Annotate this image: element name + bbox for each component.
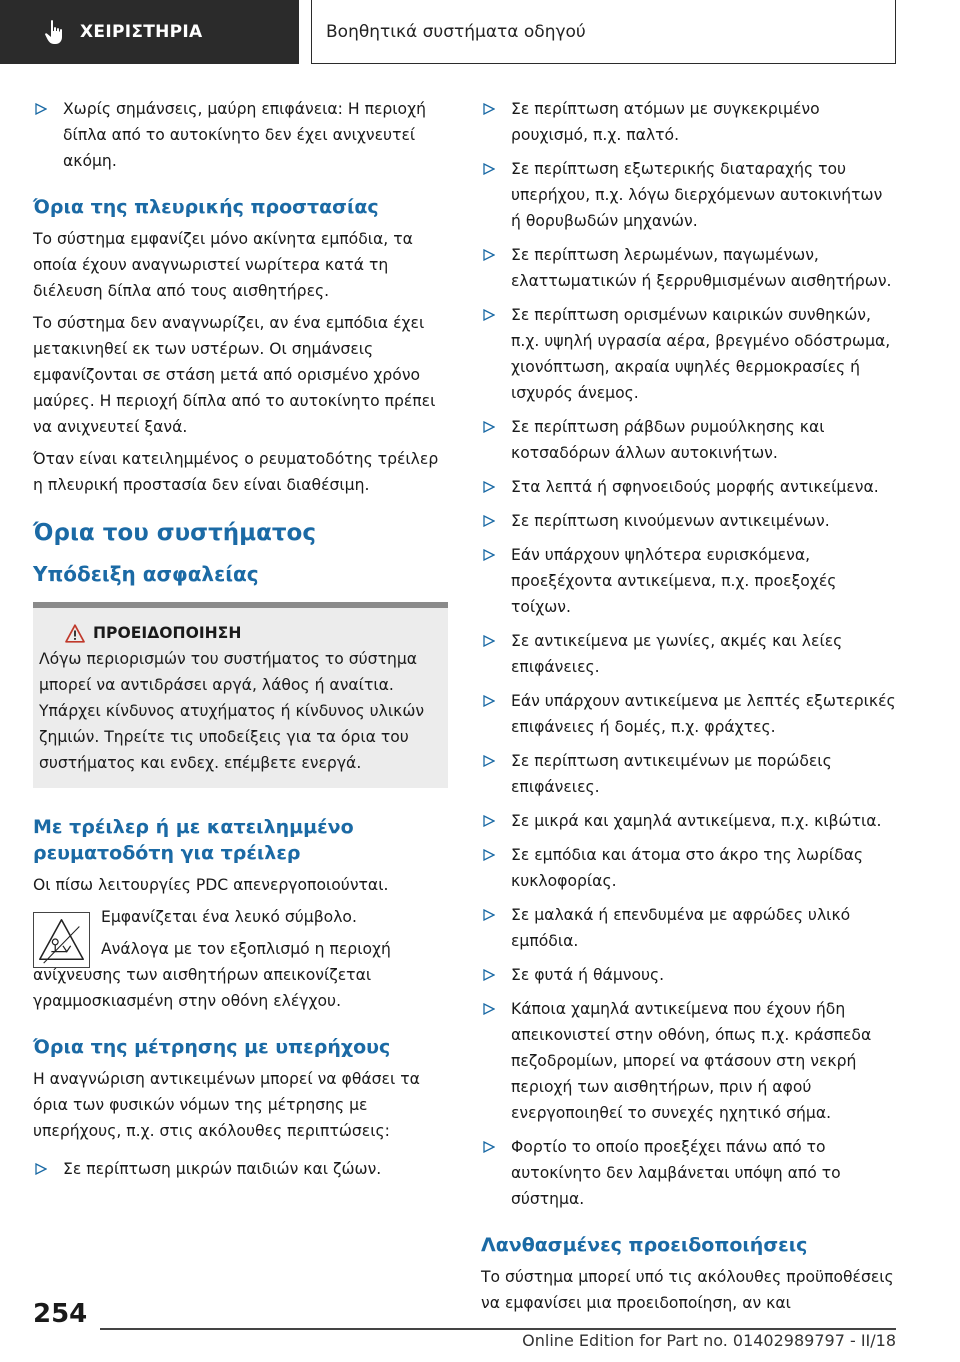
triangle-bullet-icon bbox=[483, 815, 495, 827]
footer-divider bbox=[100, 1328, 896, 1330]
warning-box bbox=[33, 602, 448, 788]
paragraph: Οι πίσω λειτουργίες PDC απενεργοποιούνται. bbox=[33, 876, 389, 894]
paragraph: Η αναγνώριση αντικειμένων μπορεί να φθάσει τα όρια των φυσικών νόμων της μέτρησης με υπερήχους, π.χ. στις ακόλουθες περιπτώσεις: bbox=[33, 1070, 420, 1140]
hand-pointer-icon bbox=[44, 19, 66, 45]
ultrasound-limits-heading: Όρια της μέτρησης με υπερήχους bbox=[33, 1036, 391, 1058]
list-item: Σε μαλακά ή επενδυμένα με αφρώδες υλικό εμπόδια. bbox=[481, 902, 896, 954]
triangle-bullet-icon bbox=[483, 1141, 495, 1153]
tab-controls-label: ΧΕΙΡΙΣΤΗΡΙΑ bbox=[80, 22, 203, 42]
triangle-bullet-icon bbox=[483, 1003, 495, 1015]
paragraph: Το σύστημα εμφανίζει μόνο ακίνητα εμπόδια, τα οποία έχουν αναγνωριστεί νωρίτερα κατά τη διέλευση δίπλα από τους αισθητήρες. bbox=[33, 230, 413, 300]
paragraph: Το σύστημα μπορεί υπό τις ακόλουθες προϋποθέσεις να εμφανίσει μια προειδοποίηση, αν και bbox=[481, 1268, 894, 1312]
list-item: Σε εμπόδια και άτομα στο άκρο της λωρίδας κυκλοφορίας. bbox=[481, 842, 896, 894]
list-item: Σε περίπτωση ράβδων ρυμούλκησης και κοτσαδόρων άλλων αυτοκινήτων. bbox=[481, 414, 896, 466]
paragraph: Εμφανίζεται ένα λευκό σύμβολο. bbox=[101, 908, 357, 926]
warning-triangle-icon bbox=[65, 624, 85, 643]
list-item: Φορτίο το οποίο προεξέχει πάνω από το αυτοκίνητο δεν λαμβάνεται υπόψη από το σύστημα. bbox=[481, 1134, 896, 1212]
triangle-bullet-icon bbox=[483, 909, 495, 921]
triangle-bullet-icon bbox=[35, 103, 47, 115]
warning-text: Λόγω περιορισμών του συστήματος το σύστημα μπορεί να αντιδράσει αργά, λάθος ή αναίτια. Υπάρχει κίνδυνος ατυχήματος ή κίνδυνος υλικών ζημιών. Τηρείτε τις υποδείξεις για τα όρια του συστήματος και ενδεχ. επέμβετε ενεργά. bbox=[39, 650, 425, 772]
triangle-bullet-icon bbox=[483, 515, 495, 527]
tab-controls[interactable] bbox=[0, 0, 299, 64]
triangle-bullet-icon bbox=[483, 849, 495, 861]
triangle-bullet-icon bbox=[483, 549, 495, 561]
triangle-bullet-icon bbox=[483, 421, 495, 433]
edition-label: Online Edition for Part no. 01402989797 - II/18 bbox=[522, 1331, 896, 1350]
paragraph: Όταν είναι κατειλημμένος ο ρευματοδότης τρέιλερ η πλευρική προστασία δεν είναι διαθέσιμη. bbox=[33, 450, 439, 494]
side-protection-limits-heading: Όρια της πλευρικής προστασίας bbox=[33, 196, 379, 218]
list-item: Σε περίπτωση ατόμων με συγκεκριμένο ρουχισμό, π.χ. παλτό. bbox=[481, 96, 896, 148]
list-item: Χωρίς σημάνσεις, μαύρη επιφάνεια: Η περιοχή δίπλα από το αυτοκίνητο δεν έχει ανιχνευτεί ακόμη. bbox=[33, 96, 448, 174]
triangle-bullet-icon bbox=[483, 309, 495, 321]
triangle-bullet-icon bbox=[483, 481, 495, 493]
trailer-heading: Με τρέιλερ ή με κατειλημμένο ρευματοδότη για τρέιλερ bbox=[33, 816, 354, 864]
triangle-bullet-icon bbox=[483, 755, 495, 767]
trailer-warning-symbol-icon bbox=[33, 912, 90, 968]
triangle-bullet-icon bbox=[483, 635, 495, 647]
list-item: Σε αντικείμενα με γωνίες, ακμές και λείες επιφάνειες. bbox=[481, 628, 896, 680]
false-warnings-heading: Λανθασμένες προειδοποιήσεις bbox=[481, 1234, 808, 1256]
triangle-bullet-icon bbox=[483, 163, 495, 175]
list-item: Σε περίπτωση εξωτερικής διαταραχής του υπερήχου, π.χ. λόγω διερχόμενων αυτοκινήτων ή θορυβωδών μηχανών. bbox=[481, 156, 896, 234]
list-item: Σε περίπτωση λερωμένων, παγωμένων, ελαττωματικών ή ξερρυθμισμένων αισθητήρων. bbox=[481, 242, 896, 294]
list-item: Σε περίπτωση κινούμενων αντικειμένων. bbox=[481, 508, 896, 534]
triangle-bullet-icon bbox=[35, 1163, 47, 1175]
page-header bbox=[0, 0, 960, 66]
left-column bbox=[33, 96, 448, 1190]
list-item: Σε μικρά και χαμηλά αντικείμενα, π.χ. κιβώτια. bbox=[481, 808, 896, 834]
list-item: Εάν υπάρχουν αντικείμενα με λεπτές εξωτερικές επιφάνειες ή δομές, π.χ. φράχτες. bbox=[481, 688, 896, 740]
warning-title: ΠΡΟΕΙΔΟΠΟΙΗΣΗ bbox=[39, 624, 436, 642]
list-item: Σε περίπτωση αντικειμένων με πορώδεις επιφάνειες. bbox=[481, 748, 896, 800]
symbol-block bbox=[33, 904, 448, 1014]
limits-list bbox=[481, 96, 896, 1212]
list-item: Εάν υπάρχουν ψηλότερα ευρισκόμενα, προεξέχοντα αντικείμενα, π.χ. προεξοχές τοίχων. bbox=[481, 542, 896, 620]
system-limits-heading: Όρια του συστήματος bbox=[33, 520, 316, 546]
paragraph: Ανάλογα με τον εξοπλισμό η περιοχή ανίχνευσης των αισθητήρων απεικονίζεται γραμμοσκιασμένη στην οθόνη ελέγχου. bbox=[33, 940, 391, 1010]
list-item: Σε περίπτωση ορισμένων καιρικών συνθηκών, π.χ. υψηλή υγρασία αέρα, βρεγμένο οδόστρωμα, χιονόπτωση, ακραία υψηλές θερμοκρασίες ή ισχυρός άνεμος. bbox=[481, 302, 896, 406]
list-item: Στα λεπτά ή σφηνοειδούς μορφής αντικείμενα. bbox=[481, 474, 896, 500]
list-item: Σε φυτά ή θάμνους. bbox=[481, 962, 896, 988]
page-number: 254 bbox=[33, 1299, 88, 1329]
right-column bbox=[481, 96, 896, 1322]
list-item: Σε περίπτωση μικρών παιδιών και ζώων. bbox=[33, 1156, 448, 1182]
triangle-bullet-icon bbox=[483, 103, 495, 115]
triangle-bullet-icon bbox=[483, 695, 495, 707]
paragraph: Το σύστημα δεν αναγνωρίζει, αν ένα εμπόδια έχει μετακινηθεί εκ των υστέρων. Οι σημάνσεις εμφανίζονται σε στάση μετά από ορισμένο χρόνο μαύρες. Η περιοχή δίπλα από το αυτοκίνητο πρέπει να ανιχνευτεί ξανά. bbox=[33, 314, 436, 436]
safety-note-heading: Υπόδειξη ασφαλείας bbox=[33, 562, 259, 586]
triangle-bullet-icon bbox=[483, 969, 495, 981]
section-title: Βοηθητικά συστήματα οδηγού bbox=[311, 0, 896, 64]
triangle-bullet-icon bbox=[483, 249, 495, 261]
list-item: Κάποια χαμηλά αντικείμενα που έχουν ήδη απεικονιστεί στην οθόνη, όπως π.χ. κράσπεδα πεζοδρομίων, μπορεί να φτάσουν στη νεκρή περιοχή των αισθητήρων, πριν ή αφού ενεργοποιηθεί το συνεχές ηχητικό σήμα. bbox=[481, 996, 896, 1126]
